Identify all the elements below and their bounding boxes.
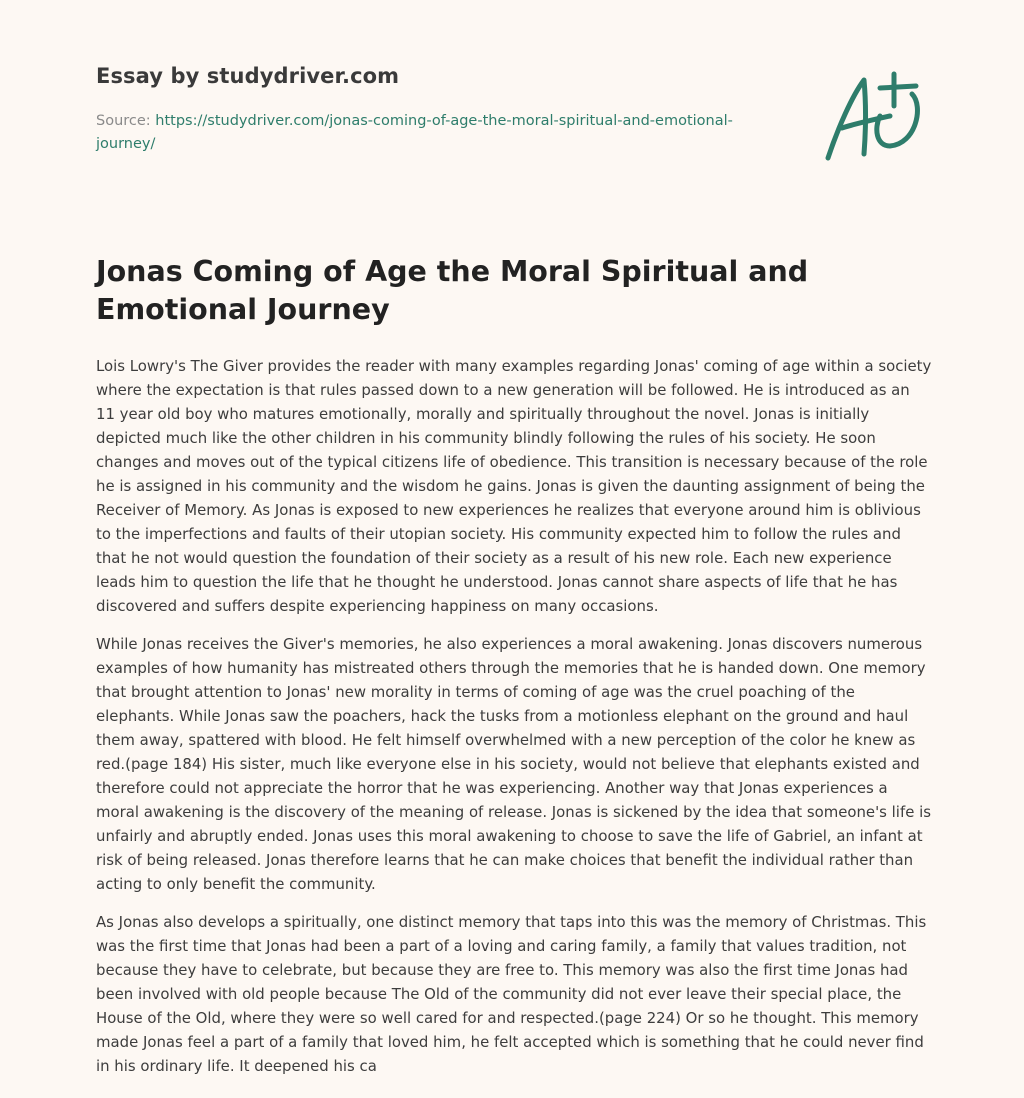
brand-title: Essay by studydriver.com bbox=[96, 64, 400, 88]
essay-title: Jonas Coming of Age the Moral Spiritual and Emotional Journey bbox=[96, 255, 809, 326]
source-link[interactable]: https://studydriver.com/jonas-coming-of-age-the-moral-spiritual-and-emotional-journey/ bbox=[96, 113, 733, 152]
source-label: Source: bbox=[96, 113, 156, 129]
a-plus-logo-svg bbox=[820, 66, 930, 166]
essay-paragraph: Lois Lowry's The Giver provides the reader with many examples regarding Jonas' coming of age within a society where the expectation is that rules passed down to a new generation will be followed. He is introduced as an 11 year old boy who matures emotionally, morally and spiritually throughout the novel. Jonas is initially depicted much like the other children in his community blindly following the rules of his society. He soon changes and moves out of the typical citizens life of obedience. This transition is necessary because of the role he is assigned in his community and the wisdom he gains. Jonas is given the daunting assignment of being the Receiver of Memory. As Jonas is exposed to new experiences he realizes that everyone around him is oblivious to the imperfections and faults of their utopian society. His community expected him to follow the rules and that he not would question the foundation of their society as a result of his new role. Each new experience leads him to question the life that he thought he understood. Jonas cannot share aspects of life that he has discovered and suffers despite experiencing happiness on many occasions. bbox=[96, 357, 932, 615]
page-header bbox=[96, 64, 776, 156]
essay-paragraph: As Jonas also develops a spiritually, one distinct memory that taps into this was the memory of Christmas. This was the first time that Jonas had been a part of a loving and caring family, a family that values tradition, not because they have to celebrate, but because they are free to. This memory was also the first time Jonas had been involved with old people because The Old of the community did not ever leave their special place, the House of the Old, where they were so well cared for and respected.(page 224) Or so he thought. This memory made Jonas feel a part of a family that loved him, he felt accepted which is something that he could never find in his ordinary life. It deepened his ca bbox=[96, 913, 927, 1075]
a-plus-logo-icon bbox=[820, 66, 930, 166]
essay-body bbox=[96, 354, 932, 1092]
source-line bbox=[96, 110, 776, 156]
essay-paragraph: While Jonas receives the Giver's memories, he also experiences a moral awakening. Jonas discovers numerous examples of how humanity has mistreated others through the memories that he is handed down. One memory that brought attention to Jonas' new morality in terms of coming of age was the cruel poaching of the elephants. While Jonas saw the poachers, hack the tusks from a motionless elephant on the ground and haul them away, spattered with blood. He felt himself overwhelmed with a new perception of the color he knew as red.(page 184) His sister, much like everyone else in his society, would not believe that elephants existed and therefore could not appreciate the horror that he was experiencing. Another way that Jonas experiences a moral awakening is the discovery of the meaning of release. Jonas is sickened by the idea that someone's life is unfairly and abruptly ended. Jonas uses this moral awakening to choose to save the life of Gabriel, an infant at risk of being released. Jonas therefore learns that he can make choices that benefit the individual rather than acting to only benefit the community. bbox=[96, 635, 931, 893]
